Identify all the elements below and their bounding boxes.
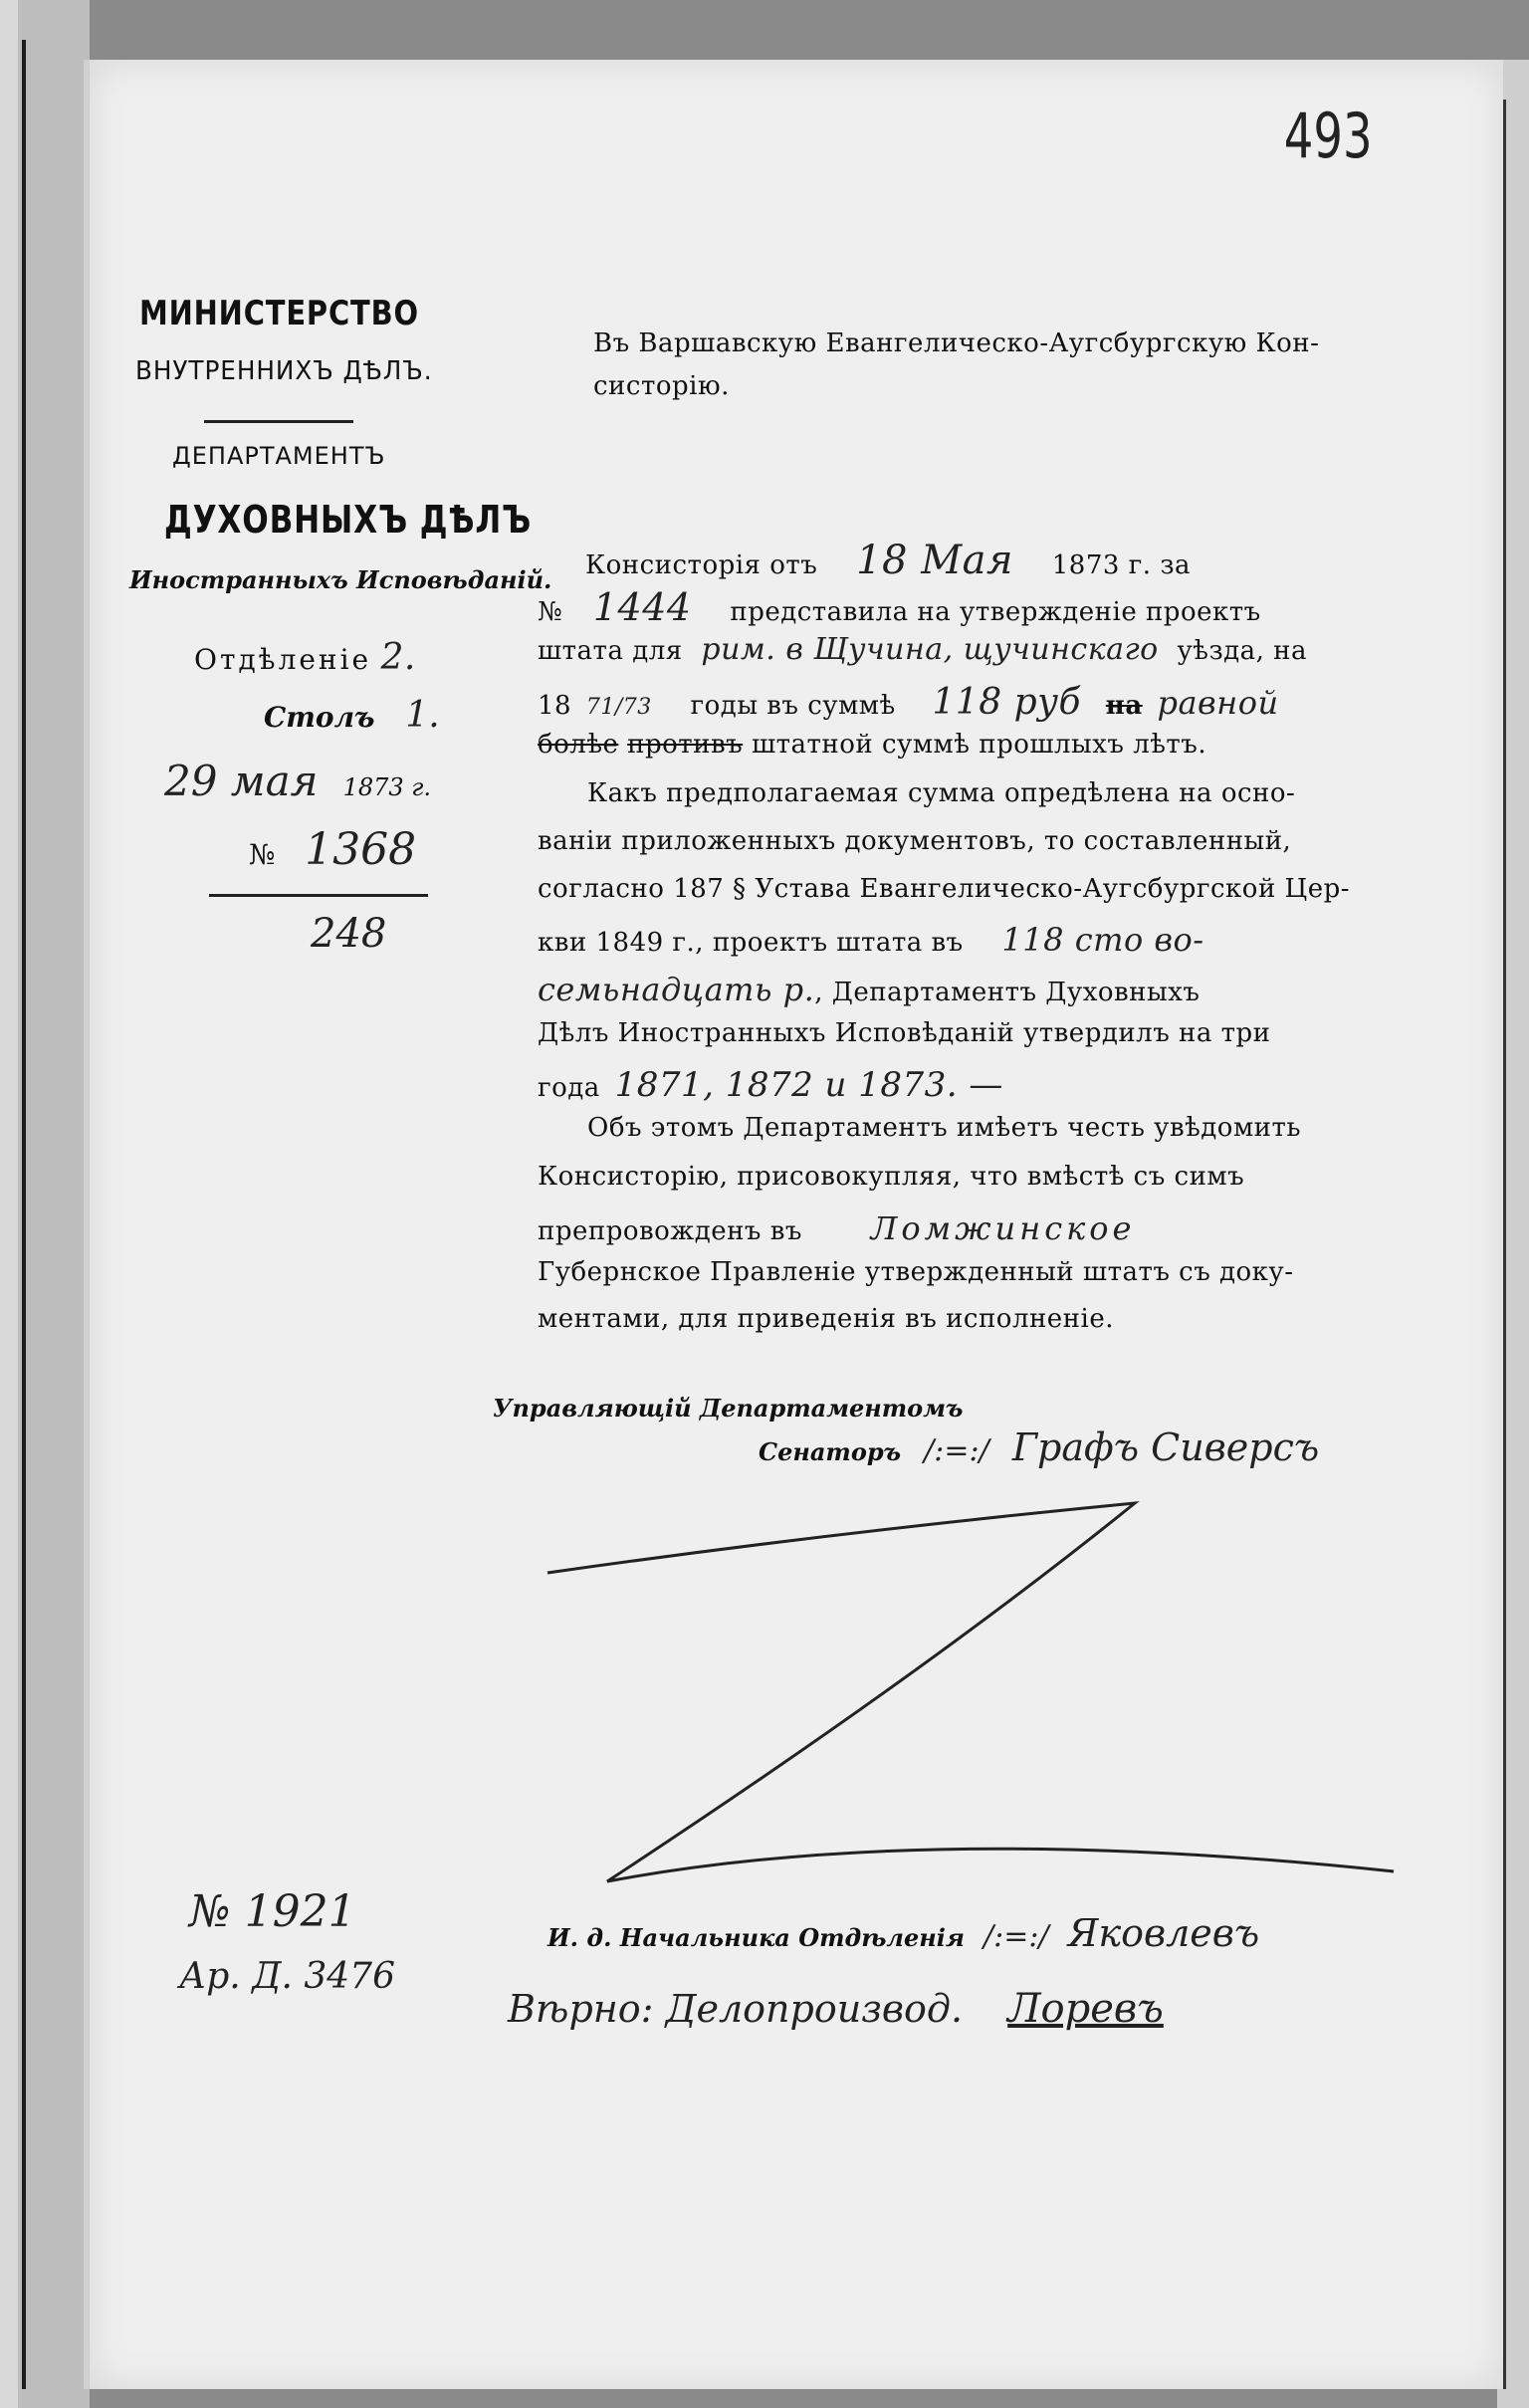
p1-l1-b: 1873 г. за [1051, 550, 1192, 580]
body-line-5 [538, 730, 1206, 760]
copy-name-handwritten: Лоревъ [1007, 1986, 1164, 2032]
p1-l3-b: уѣзда, на [1177, 636, 1308, 666]
table-value: 1. [405, 695, 440, 736]
addressee-line1: Въ Варшавскую Евангелическо-Аугсбургскую Кон- [593, 328, 1320, 358]
section-value: 2. [380, 637, 416, 678]
body-line-8: согласно 187 § Устава Евангелическо-Аугсбургской Цер- [538, 874, 1351, 904]
p1-l4-hw2: равной [1157, 684, 1279, 722]
chief-mark: /:=:/ [983, 1919, 1049, 1954]
margin-binding-line [22, 40, 26, 2389]
signature-title-line2: Сенаторъ [759, 1437, 902, 1466]
header-divider-1 [204, 420, 353, 423]
footer-ref-2-handwritten: Ар. Д. 3476 [179, 1956, 395, 1997]
body-line-2 [538, 585, 1261, 629]
ministry-line1: МИНИСТЕРСТВО [139, 294, 419, 333]
margin-strip [0, 0, 18, 2408]
copy-row [508, 1986, 1164, 2032]
left-margin [0, 0, 90, 2408]
p2-l4-hw: 118 сто во- [1001, 921, 1204, 959]
p3-l3-a: препровожденъ въ [538, 1216, 802, 1246]
body-line-1 [585, 538, 1191, 583]
p1-l2-hw: 1444 [592, 585, 692, 629]
edge-line [1503, 100, 1506, 2389]
dept-label: ДЕПАРТАМЕНТЪ [172, 442, 386, 470]
p3-l3-hw: Ломжинское [870, 1209, 1136, 1247]
body-line-4 [538, 682, 1279, 723]
body-line-10 [538, 971, 1200, 1008]
body-line-13: Объ этомъ Департаментъ имѣетъ честь увѣдомить [587, 1113, 1302, 1143]
archive-page-number: 493 [1283, 100, 1373, 172]
date-row [164, 757, 431, 805]
copy-line-handwritten: Вѣрно: Делопроизвод. [508, 1987, 964, 2031]
signature-name-handwritten: Графъ Сиверсъ [1011, 1425, 1320, 1469]
p1-l2-a: № [538, 597, 563, 627]
cancellation-stroke [528, 1493, 1404, 1911]
p1-l4-hw-frac: 71/73 [585, 695, 652, 720]
document-page [84, 60, 1503, 2389]
p2-l4-a: кви 1849 г., проектъ штата въ [538, 928, 964, 958]
body-line-15 [538, 1209, 1135, 1247]
number-sign: № [249, 838, 276, 871]
sub-number-handwritten: 248 [311, 911, 387, 957]
body-line-3 [538, 632, 1307, 667]
chief-label: И. д. Начальника Отдѣленія [547, 1923, 965, 1952]
p1-l5-struck1: болѣе [538, 730, 619, 760]
p1-l5-b: штатной суммѣ [751, 730, 971, 760]
dept-name: ДУХОВНЫХЪ ДѢЛЪ [164, 498, 533, 542]
p1-l3-a: штата для [538, 636, 683, 666]
p1-l5-c: прошлыхъ лѣтъ. [979, 730, 1207, 760]
signature-line2 [759, 1425, 1319, 1469]
dept-sub: Иностранныхъ Исповѣданій. [129, 565, 552, 594]
body-line-16: Губернское Правленіе утвержденный штатъ съ доку- [538, 1257, 1294, 1287]
body-line-11: Дѣлъ Иностранныхъ Исповѣданій утвердилъ на три [538, 1018, 1271, 1048]
p1-l4-b: годы въ суммѣ [690, 691, 896, 721]
table-row [264, 695, 440, 736]
p1-l4-a: 18 [538, 691, 572, 721]
date-year: 1873 г. [342, 773, 432, 801]
p1-l5-struck2: противъ [627, 730, 744, 760]
number-row [249, 824, 416, 875]
section-row [194, 637, 416, 678]
chief-row [547, 1911, 1259, 1955]
date-handwritten: 29 мая [164, 757, 319, 805]
body-line-6: Какъ предполагаемая сумма опредѣлена на осно- [587, 778, 1296, 808]
table-label: Столъ [264, 701, 375, 734]
signature-title-line1: Управляющій Департаментомъ [493, 1394, 964, 1423]
p1-l1-hw: 18 Мая [856, 538, 1013, 583]
addressee-line2: систорію. [593, 371, 730, 401]
p1-l4-hw: 118 руб [932, 682, 1082, 723]
body-line-9 [538, 921, 1204, 959]
header-divider-2 [209, 894, 428, 897]
footer-ref-1-handwritten: № 1921 [189, 1886, 356, 1937]
body-line-12 [538, 1065, 1003, 1105]
body-line-7: ваніи приложенныхъ документовъ, то составленный, [538, 826, 1292, 856]
p2-l7-hw: 1871, 1872 и 1873. — [614, 1065, 1003, 1105]
signature-mark: /:=:/ [924, 1433, 989, 1468]
p1-l4-struck: на [1105, 691, 1143, 721]
body-line-17: ментами, для приведенія въ исполненіе. [538, 1304, 1114, 1334]
p1-l3-hw: рим. в Щучина, щучинскаго [701, 632, 1159, 667]
number-handwritten: 1368 [305, 824, 417, 875]
section-label: Отдѣленіе [194, 643, 372, 676]
ministry-line2: ВНУТРЕННИХЪ ДѢЛЪ. [135, 356, 433, 386]
p2-l5-hw: семьнадцать р. [538, 971, 815, 1008]
chief-name-handwritten: Яковлевъ [1067, 1911, 1260, 1955]
p2-l7-a: года [538, 1073, 600, 1103]
p1-l1-a: Консисторія отъ [585, 550, 818, 580]
p1-l2-b: представила на утвержденіе проектъ [730, 597, 1261, 627]
body-line-14: Консисторію, присовокупляя, что вмѣстѣ съ симъ [538, 1162, 1245, 1192]
p2-l5-b: , Департаментъ Духовныхъ [814, 978, 1201, 1007]
